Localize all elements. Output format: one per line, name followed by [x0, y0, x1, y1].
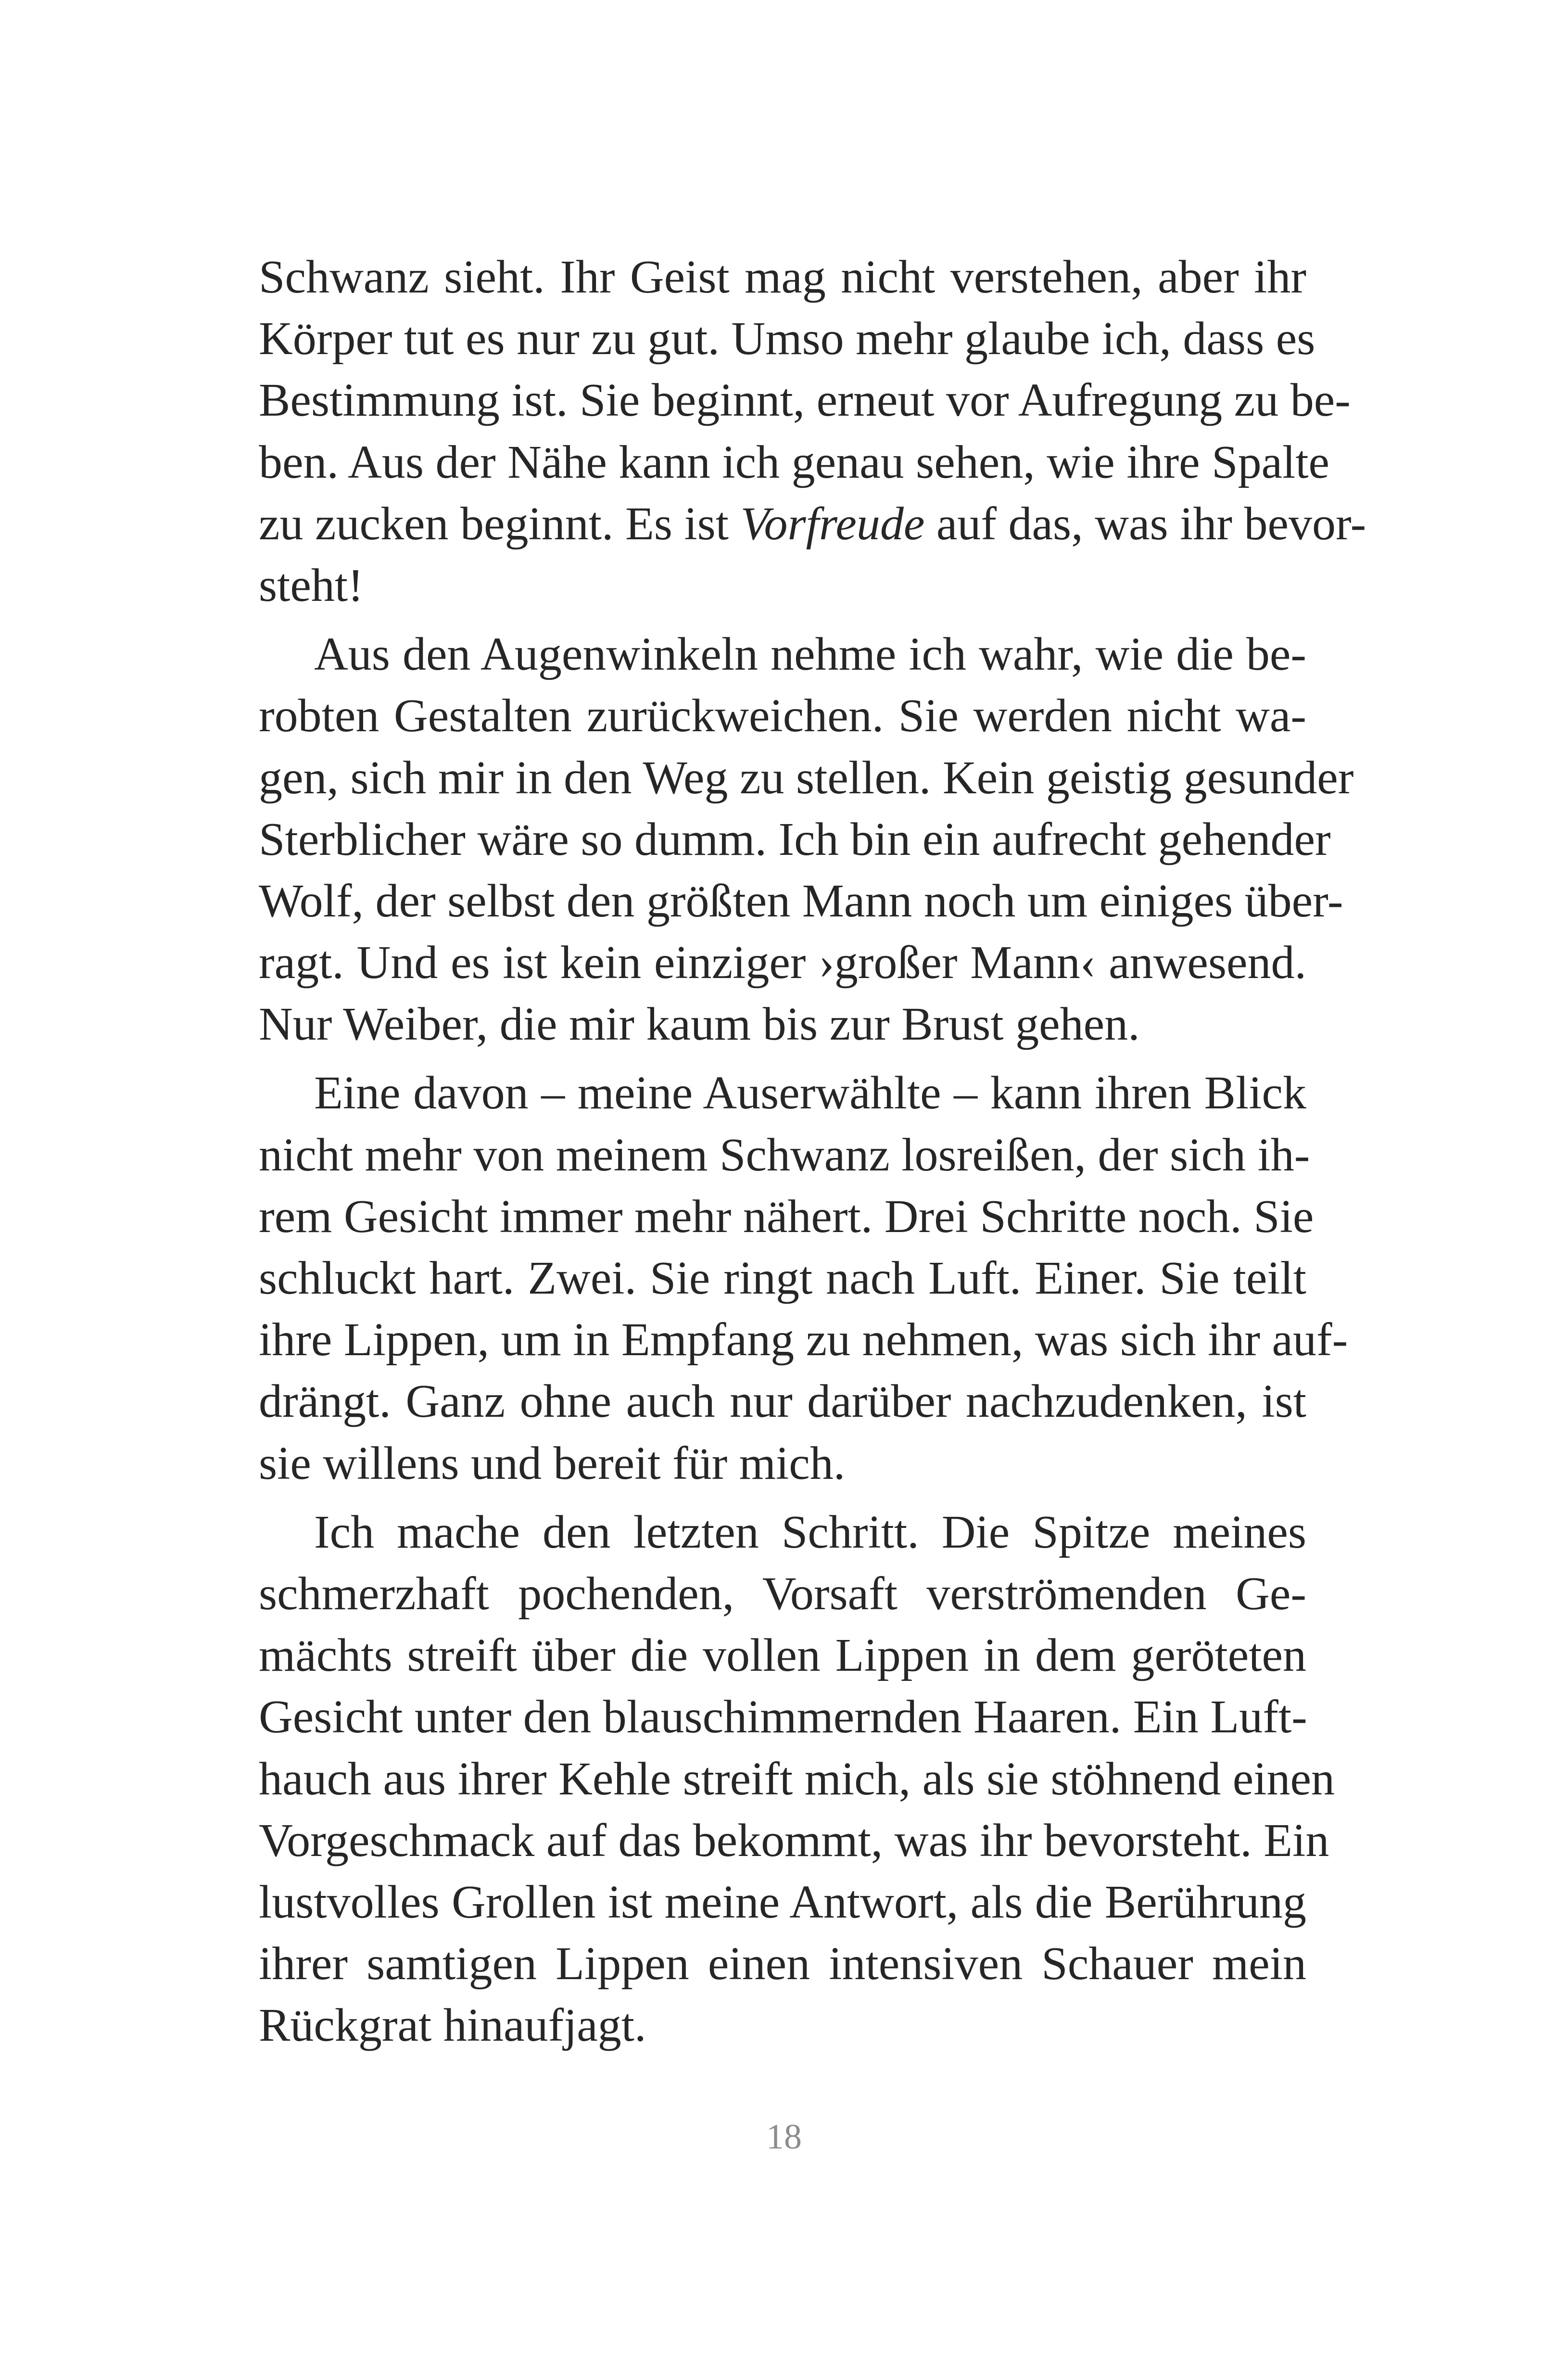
- paragraph: [259, 246, 1366, 616]
- text-line: Rückgrat hinaufjagt.: [259, 1999, 646, 2052]
- text-line: Sterblicher wäre so dumm. Ich bin ein aufrecht gehender: [259, 813, 1331, 865]
- paragraph: [259, 623, 1354, 1055]
- text-line: drängt. Ganz ohne auch nur darüber nachzudenken, ist: [259, 1375, 1306, 1428]
- text-line: lustvolles Grollen ist meine Antwort, als die Berührung: [259, 1876, 1306, 1928]
- text-line: Gesicht unter den blauschimmernden Haaren. Ein Luft-: [259, 1691, 1307, 1743]
- text-line: Eine davon – meine Auserwählte – kann ihren Blick: [314, 1067, 1306, 1119]
- text-line: ihrer samtigen Lippen einen intensiven Schauer mein: [259, 1938, 1306, 1990]
- text-line: nicht mehr von meinem Schwanz losreißen, der sich ih-: [259, 1129, 1310, 1181]
- text-line: sie willens und bereit für mich.: [259, 1437, 846, 1489]
- text-line: hauch aus ihrer Kehle streift mich, als sie stöhnend einen: [259, 1753, 1335, 1805]
- text-line: steht!: [259, 559, 364, 611]
- page-number: 18: [766, 2117, 802, 2157]
- text-line: Ich mache den letzten Schritt. Die Spitze meines: [314, 1506, 1306, 1558]
- text-line: ragt. Und es ist kein einziger ›großer Mann‹ anwesend.: [259, 937, 1306, 989]
- text-line: gen, sich mir in den Weg zu stellen. Kein geistig gesunder: [259, 751, 1354, 804]
- paragraph: [259, 1501, 1335, 2057]
- text-line: robten Gestalten zurückweichen. Sie werden nicht wa-: [259, 690, 1306, 742]
- emphasis: Vorfreude: [740, 497, 925, 550]
- text-line: rem Gesicht immer mehr nähert. Drei Schritte noch. Sie: [259, 1190, 1314, 1243]
- text-line: Wolf, der selbst den größten Mann noch um einiges über-: [259, 875, 1343, 927]
- text-line: Vorgeschmack auf das bekommt, was ihr bevorsteht. Ein: [259, 1814, 1329, 1867]
- paragraph: [259, 1062, 1348, 1494]
- text-line: Bestimmung ist. Sie beginnt, erneut vor Aufregung zu be-: [259, 374, 1351, 427]
- text-line: ben. Aus der Nähe kann ich genau sehen, wie ihre Spalte: [259, 436, 1330, 488]
- text-line: Aus den Augenwinkeln nehme ich wahr, wie die be-: [314, 628, 1306, 681]
- text-line: Schwanz sieht. Ihr Geist mag nicht verstehen, aber ihr: [259, 251, 1306, 303]
- text-line: schmerzhaft pochenden, Vorsaft verströmenden Ge-: [259, 1567, 1306, 1620]
- text-line: Nur Weiber, die mir kaum bis zur Brust gehen.: [259, 998, 1140, 1051]
- text-line: zu zucken beginnt. Es ist Vorfreude auf das, was ihr bevor-: [259, 497, 1366, 550]
- text-line: Körper tut es nur zu gut. Umso mehr glaube ich, dass es: [259, 313, 1315, 365]
- body-text: [259, 246, 1366, 2056]
- text-line: ihre Lippen, um in Empfang zu nehmen, was sich ihr auf-: [259, 1314, 1348, 1366]
- text-line: schluckt hart. Zwei. Sie ringt nach Luft. Einer. Sie teilt: [259, 1252, 1306, 1304]
- text-line: mächts streift über die vollen Lippen in dem geröteten: [259, 1629, 1306, 1682]
